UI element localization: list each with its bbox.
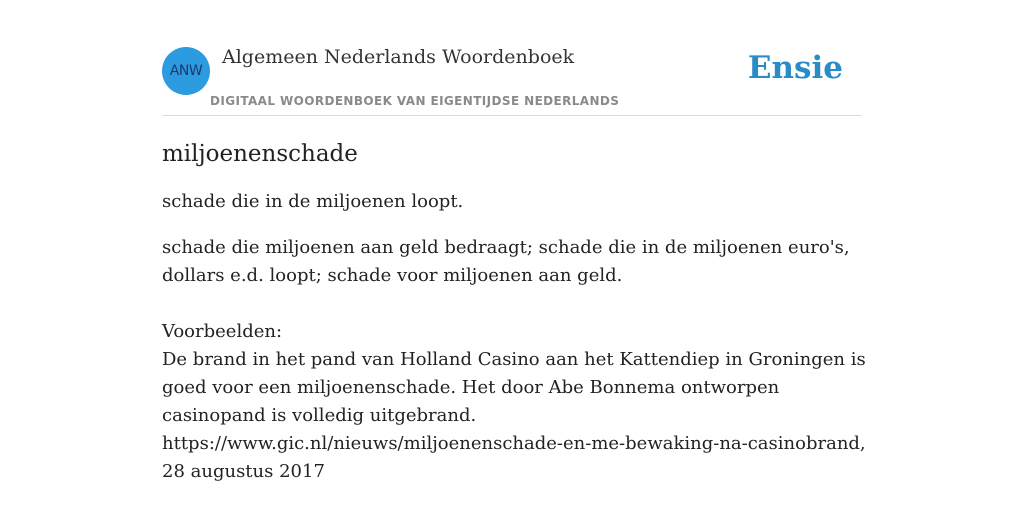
header-divider — [162, 115, 862, 116]
entry-content — [162, 138, 866, 486]
anw-logo[interactable] — [162, 47, 210, 95]
long-definition: schade die miljoenen aan geld bedraagt; schade die in de miljoenen euro's, dollars e.d. loopt; schade voor miljoenen aan geld. — [162, 237, 850, 286]
logo-text: ANW — [169, 63, 203, 79]
ensie-brand-logo[interactable]: Ensie — [747, 50, 843, 86]
site-subtitle: DIGITAAL WOORDENBOEK VAN EIGENTIJDSE NEDERLANDS — [210, 94, 620, 108]
site-title[interactable]: Algemeen Nederlands Woordenboek — [222, 46, 575, 68]
short-definition: schade die in de miljoenen loopt. — [162, 191, 464, 212]
example-source: https://www.gic.nl/nieuws/miljoenenschade-en-me-bewaking-na-casinobrand, 28 augustus 2017 — [162, 433, 866, 482]
page-title: miljoenenschade — [162, 141, 358, 167]
examples-label: Voorbeelden: — [162, 321, 283, 342]
example-text: De brand in het pand van Holland Casino aan het Kattendiep in Groningen is goed voor een miljoenenschade. Het door Abe Bonnema ontworpen casinopand is volledig uitgebrand. — [162, 349, 866, 426]
